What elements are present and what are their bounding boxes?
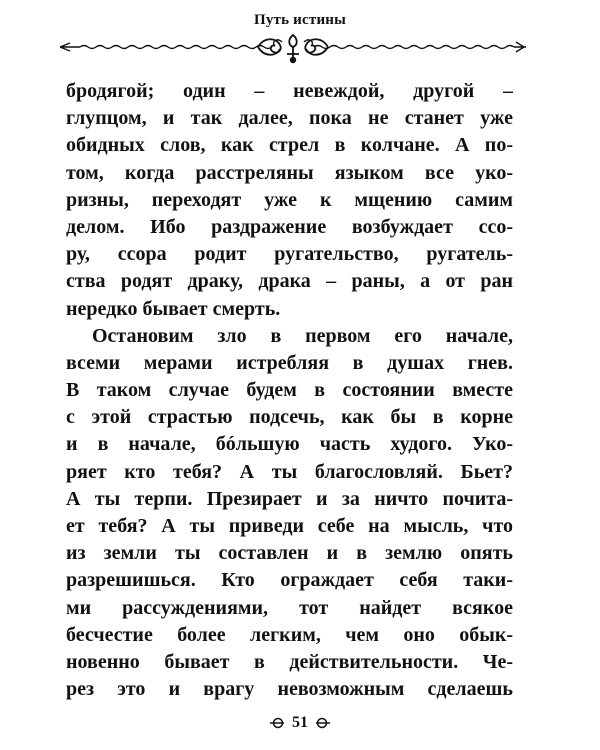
page-footer [0,714,600,732]
text-line: бродягой; один – невеждой, другой – [66,80,513,102]
text-line: ризны, переходят уже к мщению самим [66,188,513,211]
page-number: 51 [292,714,308,732]
text-line: разрешишься. Кто ограждает себя таки- [66,569,513,592]
text-line: глупцом, и так далее, пока не станет уже [66,107,513,130]
scroll-ornament-icon [58,30,528,64]
body-text [66,78,513,703]
text-line: обидных слов, как стрел в колчане. А по- [66,134,513,157]
text-line: том, когда расстреляны языком все уко- [66,161,513,184]
text-line: нередко бывает смерть. [66,297,281,320]
text-line: ми рассуждениями, тот найдет всякое [66,596,513,619]
text-line: и в начале, бóльшую часть худого. Уко- [66,433,513,456]
text-line: из земли ты составлен и в землю опять [66,542,513,565]
text-line: ства родят драку, драка – раны, а от ран [66,270,513,293]
fleuron-right-icon [315,716,331,730]
fleuron-left-icon [269,716,285,730]
text-line: бесчестие более легким, чем оно обык- [66,623,513,646]
text-line: ет тебя? А ты приведи себе на мысль, что [66,515,513,537]
text-line: ряет кто тебя? А ты благословляй. Бьет? [66,460,513,483]
running-head: Путь истины [253,12,347,28]
text-line: с этой страстью подсечь, как бы в корне [66,406,513,429]
text-line: рез это и врагу невозможным сделаешь [66,678,513,701]
text-line: новенно бывает в действительности. Че- [66,650,513,673]
text-line: Остановим зло в первом его начале, [92,324,513,347]
text-line: ру, ссора родит ругательство, ругатель- [66,243,513,266]
text-line: делом. Ибо раздражение возбуждает ссо- [66,215,513,238]
text-line: всеми мерами истребляя в душах гнев. [66,351,513,374]
text-line: А ты терпи. Презирает и за ничто почита- [66,487,513,510]
text-line: В таком случае будем в состоянии вместе [66,379,513,402]
